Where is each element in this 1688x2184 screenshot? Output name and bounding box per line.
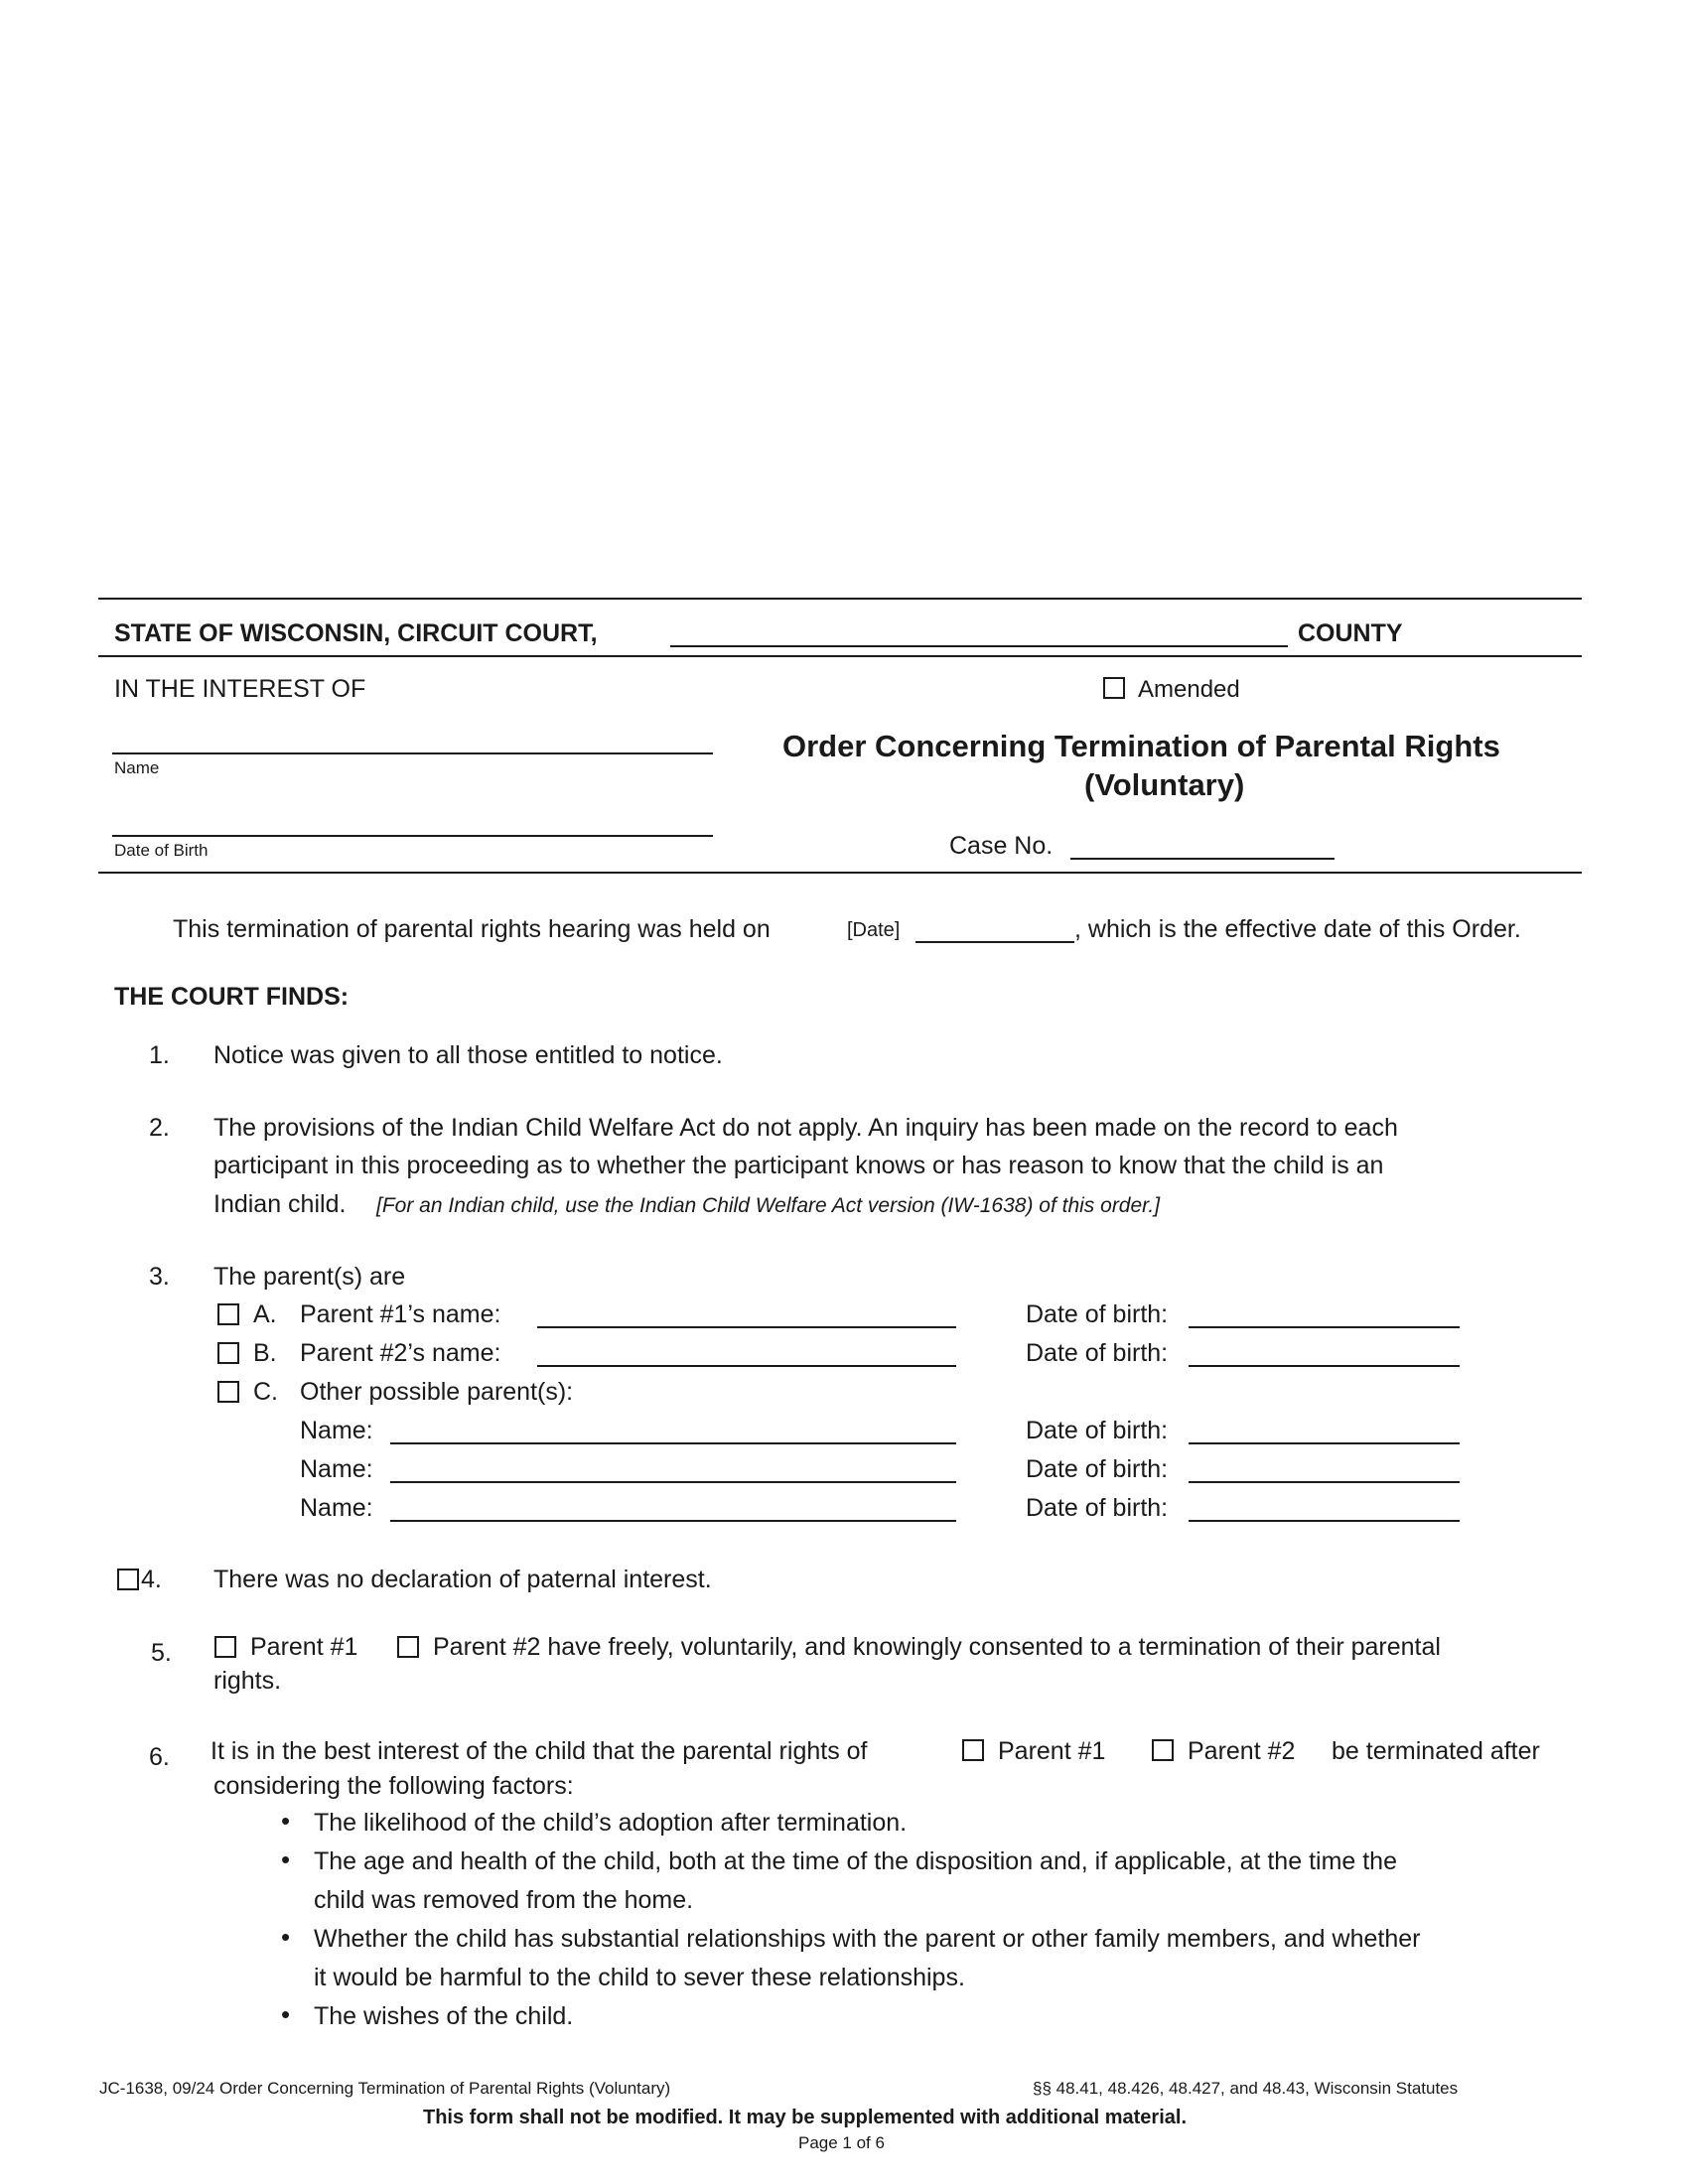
- parent1-dob-field[interactable]: [1189, 1326, 1460, 1328]
- name-caption: Name: [114, 758, 160, 777]
- child-name-field[interactable]: [112, 752, 713, 754]
- item4-text: There was no declaration of paternal interest.: [213, 1566, 712, 1593]
- hearing-date-field[interactable]: [915, 941, 1074, 943]
- item4-number: 4.: [141, 1566, 162, 1593]
- footer-statutes: §§ 48.41, 48.426, 48.427, and 48.43, Wisconsin Statutes: [1033, 2079, 1459, 2098]
- item2-number: 2.: [149, 1114, 170, 1142]
- option-a-letter: A.: [253, 1300, 277, 1328]
- item3-number: 3.: [149, 1263, 170, 1291]
- parent-c-checkbox[interactable]: [217, 1381, 239, 1403]
- other-name-label-3: Name:: [300, 1494, 373, 1522]
- terminate-parent2-checkbox[interactable]: [1152, 1739, 1174, 1761]
- date-hint: [Date]: [847, 919, 901, 941]
- other-dob-label-1: Date of birth:: [1026, 1417, 1169, 1444]
- effective-date-text: , which is the effective date of this Order.: [1074, 915, 1521, 943]
- item3-text: The parent(s) are: [213, 1263, 406, 1291]
- header-second-rule: [98, 655, 1582, 657]
- header-bottom-rule: [98, 872, 1582, 874]
- other-parents-label: Other possible parent(s):: [300, 1378, 574, 1406]
- terminate-parent1-label: Parent #1: [998, 1737, 1106, 1765]
- parent2-dob-label: Date of birth:: [1026, 1339, 1169, 1367]
- bullet-marker-2: •: [281, 1844, 291, 1874]
- parent-a-checkbox[interactable]: [217, 1303, 239, 1325]
- footer-form-id: JC-1638, 09/24 Order Concerning Termination of Parental Rights (Voluntary): [99, 2079, 671, 2098]
- court-finds-heading: THE COURT FINDS:: [114, 983, 350, 1011]
- footer-page-number: Page 1 of 6: [798, 2133, 885, 2152]
- other-dob-label-2: Date of birth:: [1026, 1455, 1169, 1483]
- item5-line2: rights.: [213, 1667, 282, 1695]
- other-name-label-1: Name:: [300, 1417, 373, 1444]
- item2-line2: participant in this proceeding as to whether the participant knows or has reason to know that the child is an: [213, 1152, 1384, 1179]
- hearing-text: This termination of parental rights hearing was held on: [173, 915, 771, 943]
- in-interest-of-label: IN THE INTEREST OF: [114, 675, 366, 703]
- consent-parent2-text: Parent #2 have freely, voluntarily, and knowingly consented to a termination of their parental: [433, 1633, 1441, 1661]
- parent1-dob-label: Date of birth:: [1026, 1300, 1169, 1328]
- terminate-parent2-label: Parent #2: [1188, 1737, 1296, 1765]
- item6-line2: considering the following factors:: [213, 1772, 574, 1800]
- dob-caption: Date of Birth: [114, 841, 209, 860]
- other-name-field-3[interactable]: [390, 1520, 956, 1522]
- county-label: COUNTY: [1298, 619, 1403, 647]
- factor-bullet-1: The likelihood of the child’s adoption after termination.: [314, 1809, 908, 1837]
- item6-number: 6.: [149, 1743, 170, 1771]
- consent-parent1-checkbox[interactable]: [214, 1636, 236, 1658]
- amended-label: Amended: [1138, 676, 1240, 703]
- case-no-field[interactable]: [1070, 858, 1335, 860]
- other-name-label-2: Name:: [300, 1455, 373, 1483]
- form-title-line1: Order Concerning Termination of Parental Rights: [782, 729, 1500, 763]
- item1-text: Notice was given to all those entitled to notice.: [213, 1041, 723, 1069]
- factor-bullet-4: The wishes of the child.: [314, 2002, 574, 2030]
- amended-checkbox[interactable]: [1103, 677, 1125, 699]
- consent-parent2-checkbox[interactable]: [397, 1636, 419, 1658]
- header-top-rule: [98, 598, 1582, 600]
- no-paternal-interest-checkbox[interactable]: [117, 1569, 139, 1590]
- factor-bullet-3-line2: it would be harmful to the child to sever these relationships.: [314, 1964, 965, 1991]
- option-b-letter: B.: [253, 1339, 277, 1367]
- item2-line1: The provisions of the Indian Child Welfare Act do not apply. An inquiry has been made on the record to each: [213, 1114, 1398, 1142]
- child-dob-field[interactable]: [112, 835, 713, 837]
- parent1-name-field[interactable]: [537, 1326, 956, 1328]
- other-dob-field-2[interactable]: [1189, 1481, 1460, 1483]
- item1-number: 1.: [149, 1041, 170, 1069]
- other-dob-field-3[interactable]: [1189, 1520, 1460, 1522]
- factor-bullet-2-line2: child was removed from the home.: [314, 1886, 694, 1914]
- parent-b-checkbox[interactable]: [217, 1342, 239, 1364]
- other-name-field-2[interactable]: [390, 1481, 956, 1483]
- other-dob-label-3: Date of birth:: [1026, 1494, 1169, 1522]
- parent2-name-field[interactable]: [537, 1365, 956, 1367]
- form-title-line2: (Voluntary): [1084, 767, 1245, 802]
- bullet-marker-1: •: [281, 1806, 291, 1836]
- factor-bullet-2-line1: The age and health of the child, both at the time of the disposition and, if applicable, at the time the: [314, 1847, 1397, 1875]
- item5-number: 5.: [151, 1639, 172, 1667]
- item2-line3: Indian child.: [213, 1190, 347, 1218]
- bullet-marker-4: •: [281, 1999, 291, 2029]
- item6-text: It is in the best interest of the child that the parental rights of: [211, 1737, 868, 1765]
- court-line: STATE OF WISCONSIN, CIRCUIT COURT,: [114, 619, 598, 647]
- county-name-field[interactable]: [670, 645, 1288, 647]
- other-dob-field-1[interactable]: [1189, 1442, 1460, 1444]
- terminate-parent1-checkbox[interactable]: [962, 1739, 984, 1761]
- parent2-dob-field[interactable]: [1189, 1365, 1460, 1367]
- parent2-name-label: Parent #2’s name:: [300, 1339, 501, 1367]
- footer-notice: This form shall not be modified. It may be supplemented with additional material.: [423, 2107, 1187, 2128]
- bullet-marker-3: •: [281, 1922, 291, 1952]
- other-name-field-1[interactable]: [390, 1442, 956, 1444]
- item2-note: [For an Indian child, use the Indian Child Welfare Act version (IW-1638) of this order.]: [376, 1194, 1161, 1217]
- item6-text-after: be terminated after: [1332, 1737, 1540, 1765]
- factor-bullet-3-line1: Whether the child has substantial relationships with the parent or other family members, and whether: [314, 1925, 1421, 1953]
- parent1-name-label: Parent #1’s name:: [300, 1300, 501, 1328]
- case-no-label: Case No.: [949, 832, 1054, 860]
- option-c-letter: C.: [253, 1378, 278, 1406]
- consent-parent1-label: Parent #1: [250, 1633, 358, 1661]
